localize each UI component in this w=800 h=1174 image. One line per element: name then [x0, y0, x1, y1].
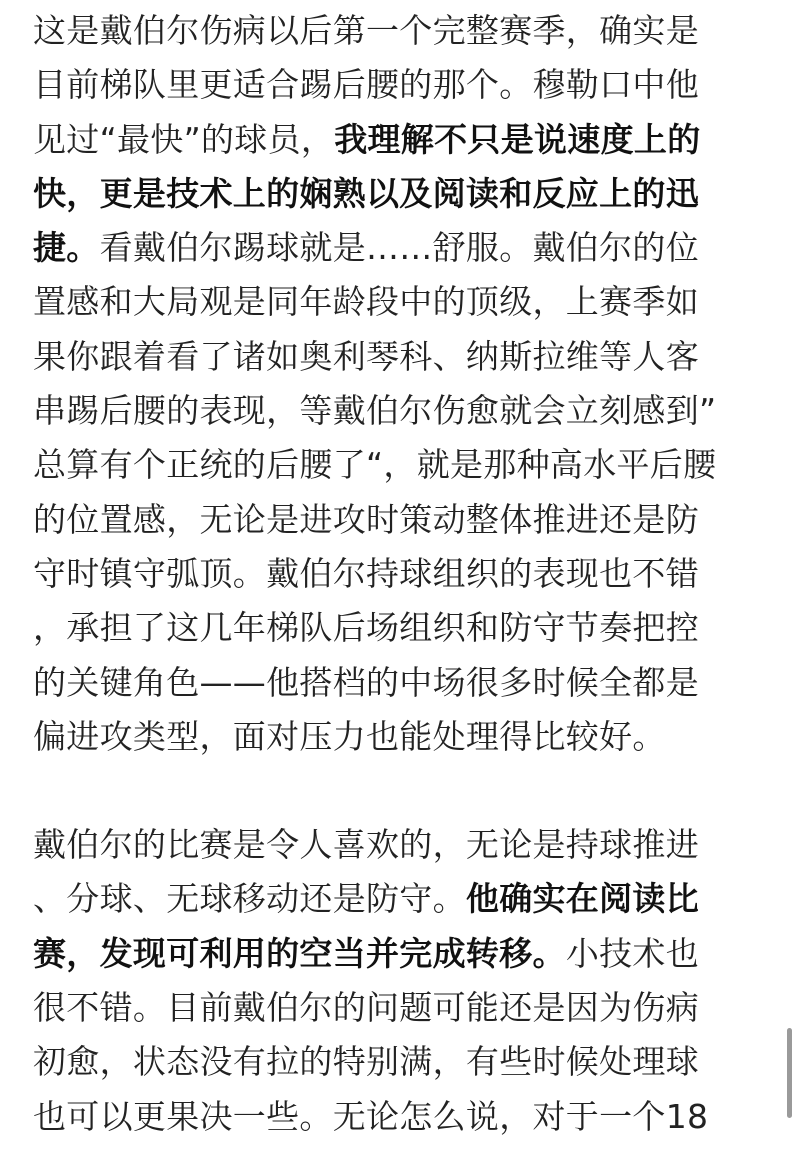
- paragraph: [33, 4, 773, 764]
- text-line: [33, 601, 773, 655]
- text-line: [33, 981, 773, 1035]
- text-line: [33, 710, 773, 764]
- text-segment: 小技术也: [565, 933, 700, 973]
- text-segment: 守时镇守弧顶。戴伯尔持球组织的表现也不错: [33, 553, 699, 593]
- bold-text-segment: 他确实在阅读比: [465, 879, 700, 919]
- article-body: [33, 0, 773, 1144]
- text-line: [33, 275, 773, 329]
- text-line: [33, 872, 773, 926]
- bold-text-segment: 我理解不只是说速度上的: [334, 119, 701, 159]
- text-segment: 的关键角色——他搭档的中场很多时候全都是: [33, 662, 699, 702]
- text-segment: 这是戴伯尔伤病以后第一个完整赛季，确实是: [33, 11, 699, 50]
- bold-text-segment: 赛，发现可利用的空当并完成转移。: [33, 933, 566, 973]
- paragraph: [33, 818, 773, 1144]
- text-line: [33, 167, 773, 221]
- text-segment: 的位置感，无论是进攻时策动整体推进还是防: [33, 499, 699, 539]
- text-line: [33, 818, 773, 872]
- text-line: [33, 927, 773, 981]
- scrollbar-thumb[interactable]: [787, 1028, 792, 1118]
- text-segment: 见过“最快”的球员，: [33, 119, 335, 159]
- text-line: [33, 656, 773, 710]
- text-line: [33, 384, 773, 438]
- text-line: [33, 438, 773, 492]
- text-segment: 串踢后腰的表现，等戴伯尔伤愈就会立刻感到”: [33, 391, 717, 431]
- text-segment: 总算有个正统的后腰了“，就是那种高水平后腰: [33, 445, 717, 485]
- text-line: [33, 221, 773, 275]
- text-line: [33, 58, 773, 112]
- text-line: [33, 1090, 773, 1144]
- text-segment: 初愈，状态没有拉的特别满，有些时候处理球: [33, 1042, 699, 1082]
- text-segment: 果你跟着看了诸如奥利琴科、纳斯拉维等人客: [33, 336, 699, 376]
- bold-text-segment: 快，更是技术上的娴熟以及阅读和反应上的迅: [33, 173, 699, 213]
- text-line: [33, 330, 773, 384]
- text-line: [33, 1035, 773, 1089]
- text-line: [33, 547, 773, 601]
- text-segment: 看戴伯尔踢球就是……舒服。戴伯尔的位: [99, 228, 700, 268]
- text-segment: 很不错。目前戴伯尔的问题可能还是因为伤病: [33, 988, 699, 1028]
- text-segment: 偏进攻类型，面对压力也能处理得比较好。: [33, 716, 666, 756]
- text-segment: 目前梯队里更适合踢后腰的那个。穆勒口中他: [33, 65, 699, 105]
- text-segment: 也可以更果决一些。无论怎么说，对于一个18: [33, 1096, 709, 1136]
- text-line: [33, 493, 773, 547]
- text-line: [33, 113, 773, 167]
- text-segment: ，承担了这几年梯队后场组织和防守节奏把控: [33, 608, 699, 648]
- text-segment: 戴伯尔的比赛是令人喜欢的，无论是持球推进: [33, 825, 699, 865]
- text-line: [33, 4, 773, 58]
- text-segment: 、分球、无球移动还是防守。: [33, 879, 466, 919]
- bold-text-segment: 捷。: [33, 228, 100, 268]
- text-segment: 置感和大局观是同年龄段中的顶级，上赛季如: [33, 282, 699, 322]
